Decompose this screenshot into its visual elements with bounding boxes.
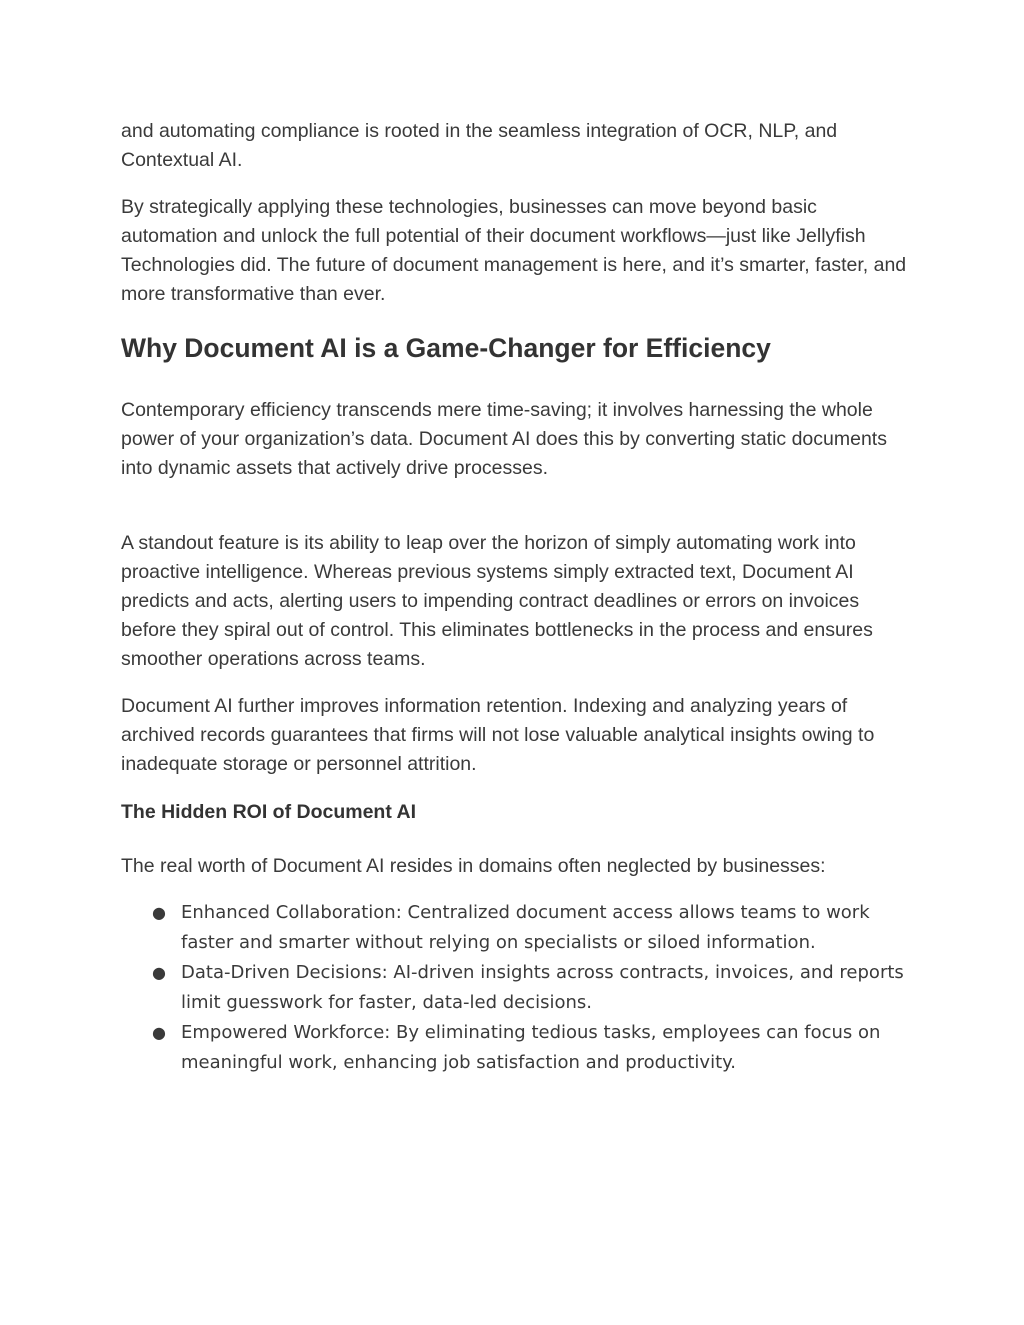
list-item-text: Empowered Workforce: By eliminating tedious tasks, employees can focus on meaningful work, enhancing job satisfaction and productivity. [181, 1022, 881, 1073]
benefits-list [121, 898, 911, 1078]
bullet-icon: ● [152, 903, 166, 922]
paragraph-strategic-application: By strategically applying these technologies, businesses can move beyond basic automation and unlock the full potential of their document workflows—just like Jellyfish Technologies did. The future of document management is here, and it’s smarter, faster, and more transformative than ever. [121, 196, 907, 305]
subsection-heading: The Hidden ROI of Document AI [121, 801, 417, 823]
list-item [121, 958, 911, 1018]
list-item-text: Data-Driven Decisions: AI-driven insights across contracts, invoices, and reports limit guesswork for faster, data-led decisions. [181, 962, 904, 1013]
bullet-icon: ● [152, 1023, 166, 1042]
document-page [121, 117, 911, 1078]
paragraph-real-worth: The real worth of Document AI resides in domains often neglected by businesses: [121, 855, 826, 877]
paragraph-intro-continuation: and automating compliance is rooted in the seamless integration of OCR, NLP, and Contextual AI. [121, 120, 838, 171]
list-item-text: Enhanced Collaboration: Centralized document access allows teams to work faster and smarter without relying on specialists or siloed information. [181, 902, 870, 953]
bullet-icon: ● [152, 963, 166, 982]
paragraph-standout-feature: A standout feature is its ability to leap over the horizon of simply automating work into proactive intelligence. Whereas previous systems simply extracted text, Document AI predicts and acts, alerting users to impending contract deadlines or errors on invoices before they spiral out of control. This eliminates bottlenecks in the process and ensures smoother operations across teams. [121, 532, 873, 670]
list-item [121, 898, 911, 958]
paragraph-information-retention: Document AI further improves information retention. Indexing and analyzing years of archived records guarantees that firms will not lose valuable analytical insights owing to inadequate storage or personnel attrition. [121, 695, 875, 775]
paragraph-contemporary-efficiency: Contemporary efficiency transcends mere time-saving; it involves harnessing the whole power of your organization’s data. Document AI does this by converting static documents into dynamic assets that actively drive processes. [121, 399, 887, 479]
list-item [121, 1018, 911, 1078]
section-heading: Why Document AI is a Game-Changer for Efficiency [121, 333, 771, 363]
